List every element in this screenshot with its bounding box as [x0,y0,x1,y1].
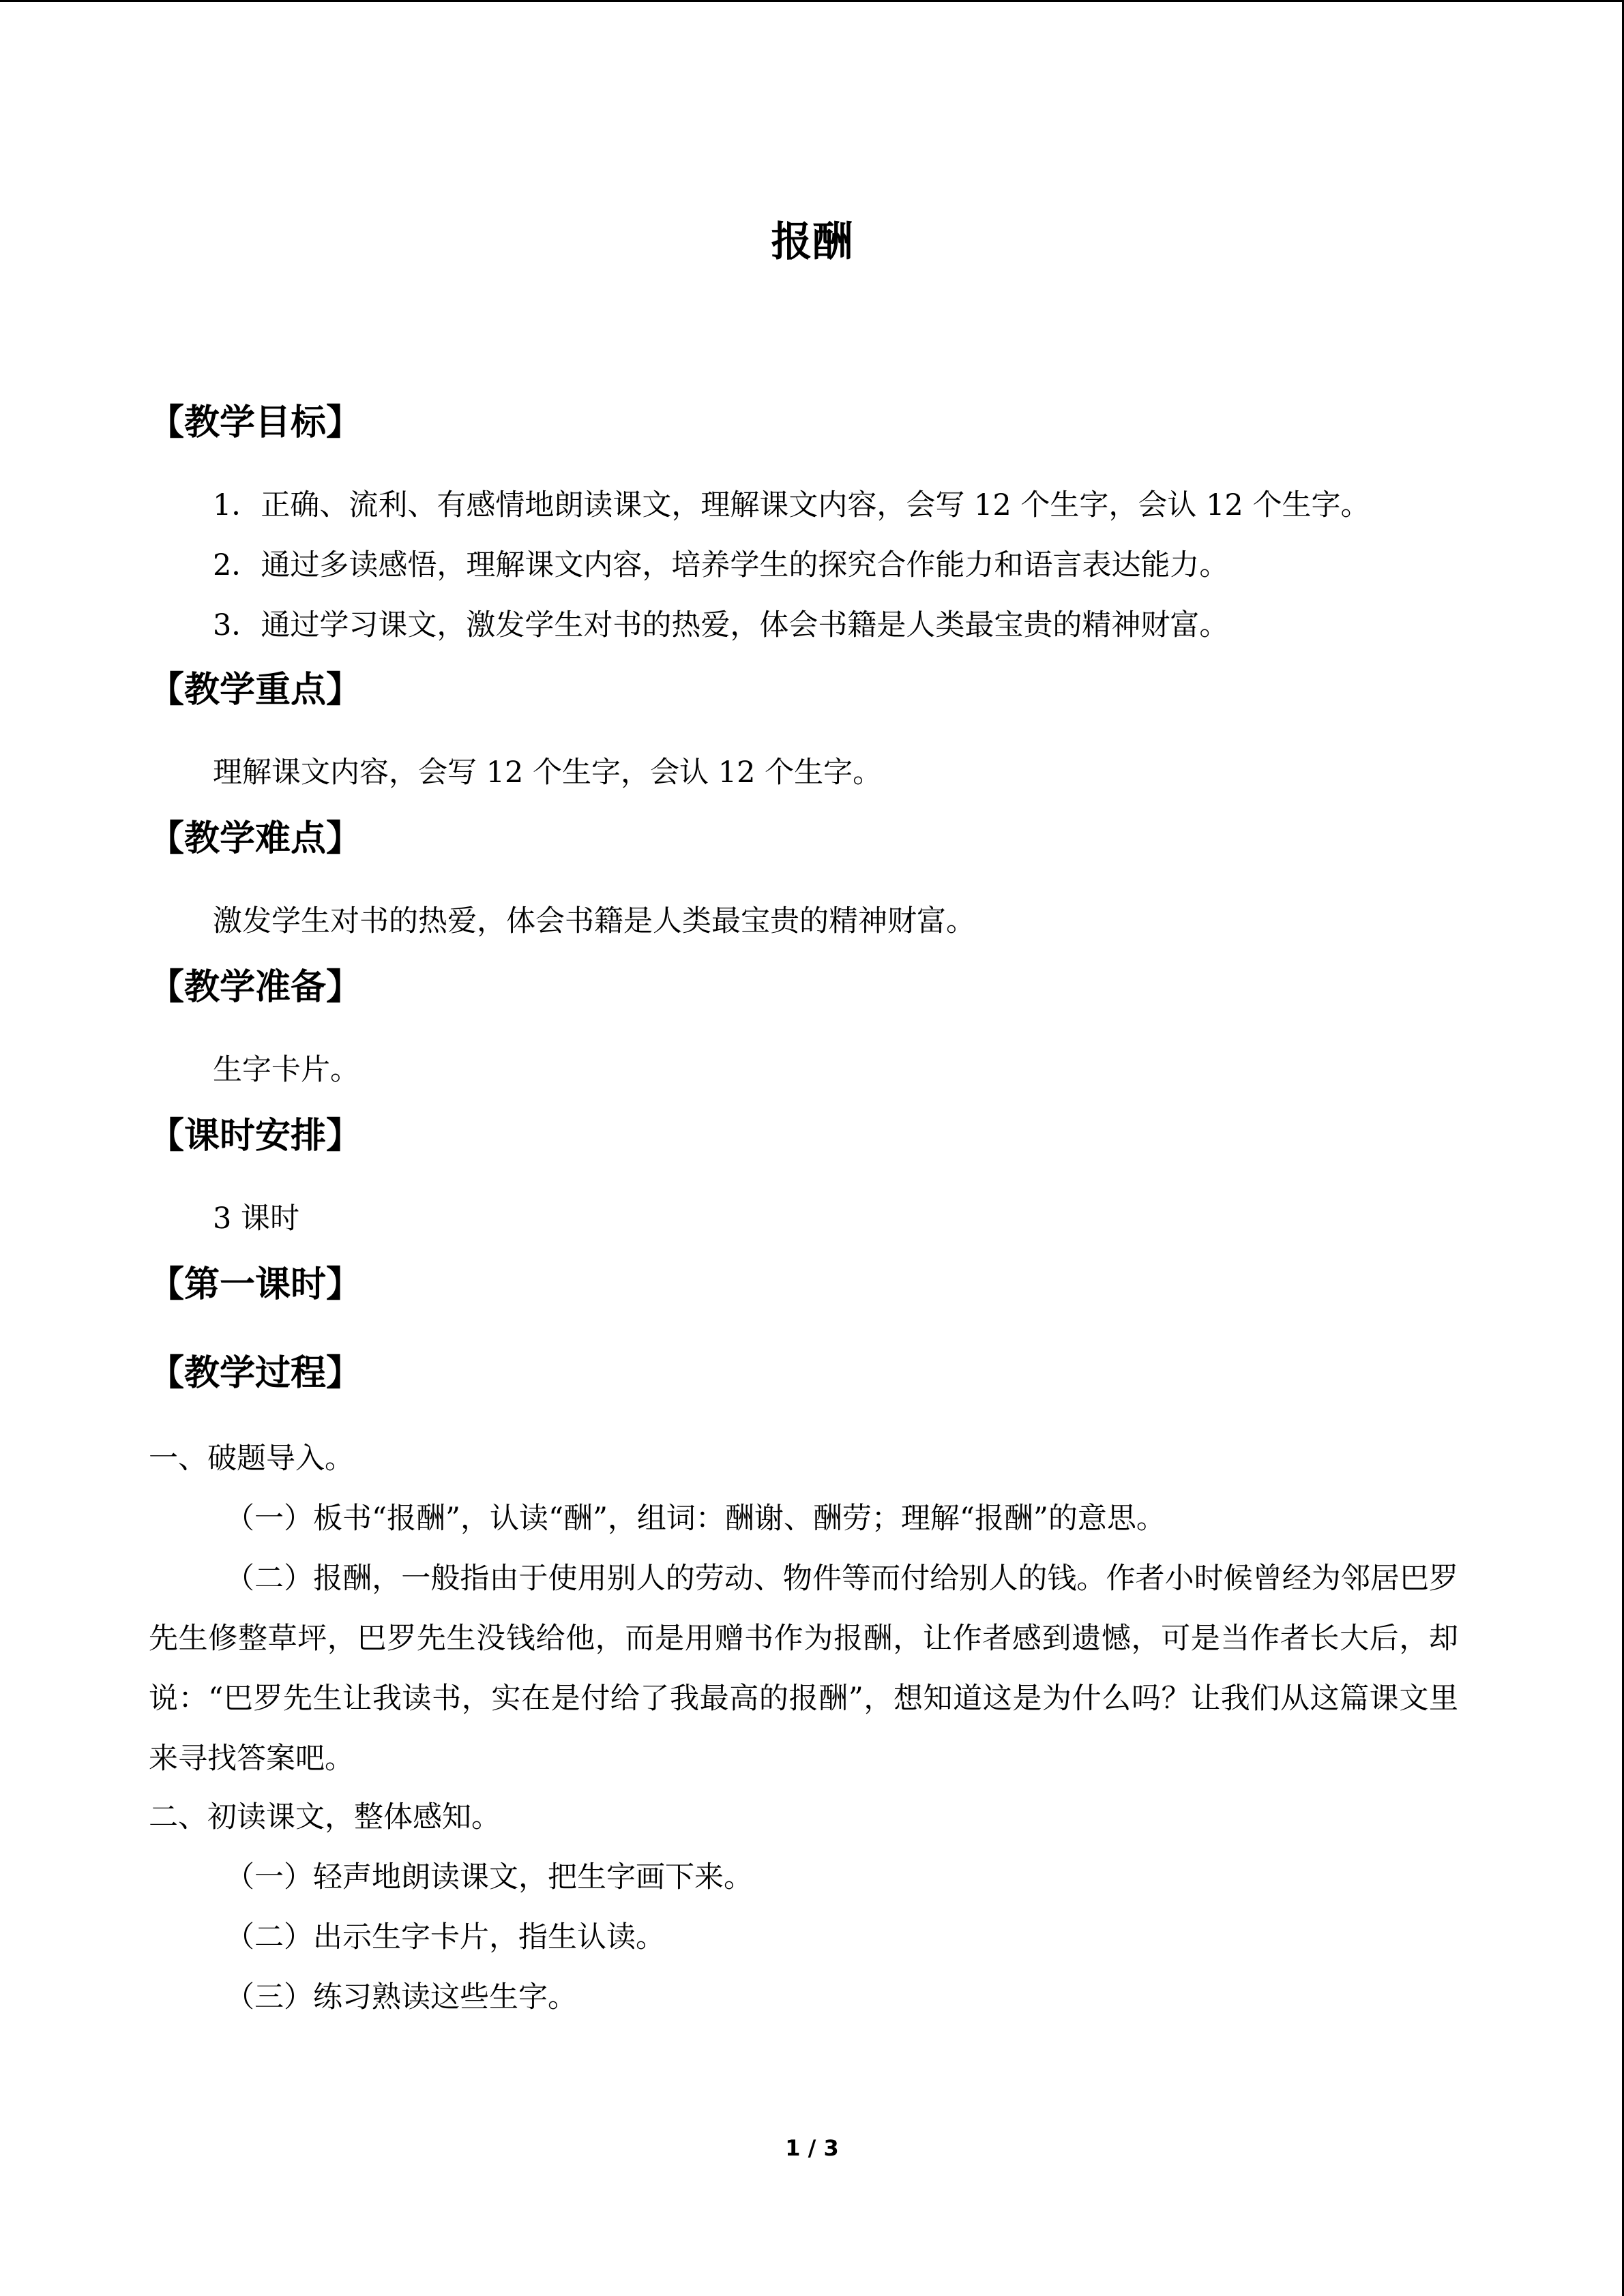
process-part2-title: 二、初读课文，整体感知。 [149,1800,501,1834]
key-points-text: 理解课文内容，会写 12 个生字，会认 12 个生字。 [213,756,883,790]
heading-key-points: 【教学重点】 [149,670,362,711]
difficulties-text: 激发学生对书的热爱，体会书籍是人类最宝贵的精神财富。 [213,904,975,938]
document-title: 报酬 [771,218,853,266]
process-part2-item3: （三）练习熟读这些生字。 [225,1980,577,2014]
process-part2-item1: （一）轻声地朗读课文，把生字画下来。 [225,1860,753,1894]
process-part1-item2: （二）报酬，一般指由于使用别人的劳动、物件等而付给别人的钱。作者小时候曾经为邻居巴罗先生修整草坪，巴罗先生没钱给他，而是用赠书作为报酬，让作者感到遗憾，可是当作者长大后，却说：“巴罗先生让我读书，实在是付给了我最高的报酬”，想知道这是为什么吗？让我们从这篇课文里来寻找答案吧。 [149,1562,1458,1776]
objective-item-1: 1．正确、流利、有感情地朗读课文，理解课文内容，会写 12 个生字，会认 12 个生字。 [213,488,1370,522]
process-part1-item1: （一）板书“报酬”，认读“酬”，组词：酬谢、酬劳；理解“报酬”的意思。 [225,1502,1166,1536]
process-part2-item2: （二）出示生字卡片，指生认读。 [225,1920,665,1954]
schedule-text: 3 课时 [213,1202,300,1236]
heading-lesson-one: 【第一课时】 [149,1264,362,1305]
heading-objectives: 【教学目标】 [149,402,362,443]
heading-preparation: 【教学准备】 [149,967,362,1008]
heading-difficulties: 【教学难点】 [149,818,362,859]
objective-item-3: 3．通过学习课文，激发学生对书的热爱，体会书籍是人类最宝贵的精神财富。 [213,608,1229,642]
process-part1-title: 一、破题导入。 [149,1442,354,1476]
objective-item-2: 2．通过多读感悟，理解课文内容，培养学生的探究合作能力和语言表达能力。 [213,548,1229,582]
preparation-text: 生字卡片。 [213,1053,359,1087]
page-number: 1 / 3 [785,2135,839,2161]
heading-schedule: 【课时安排】 [149,1116,362,1157]
heading-process: 【教学过程】 [149,1353,362,1394]
